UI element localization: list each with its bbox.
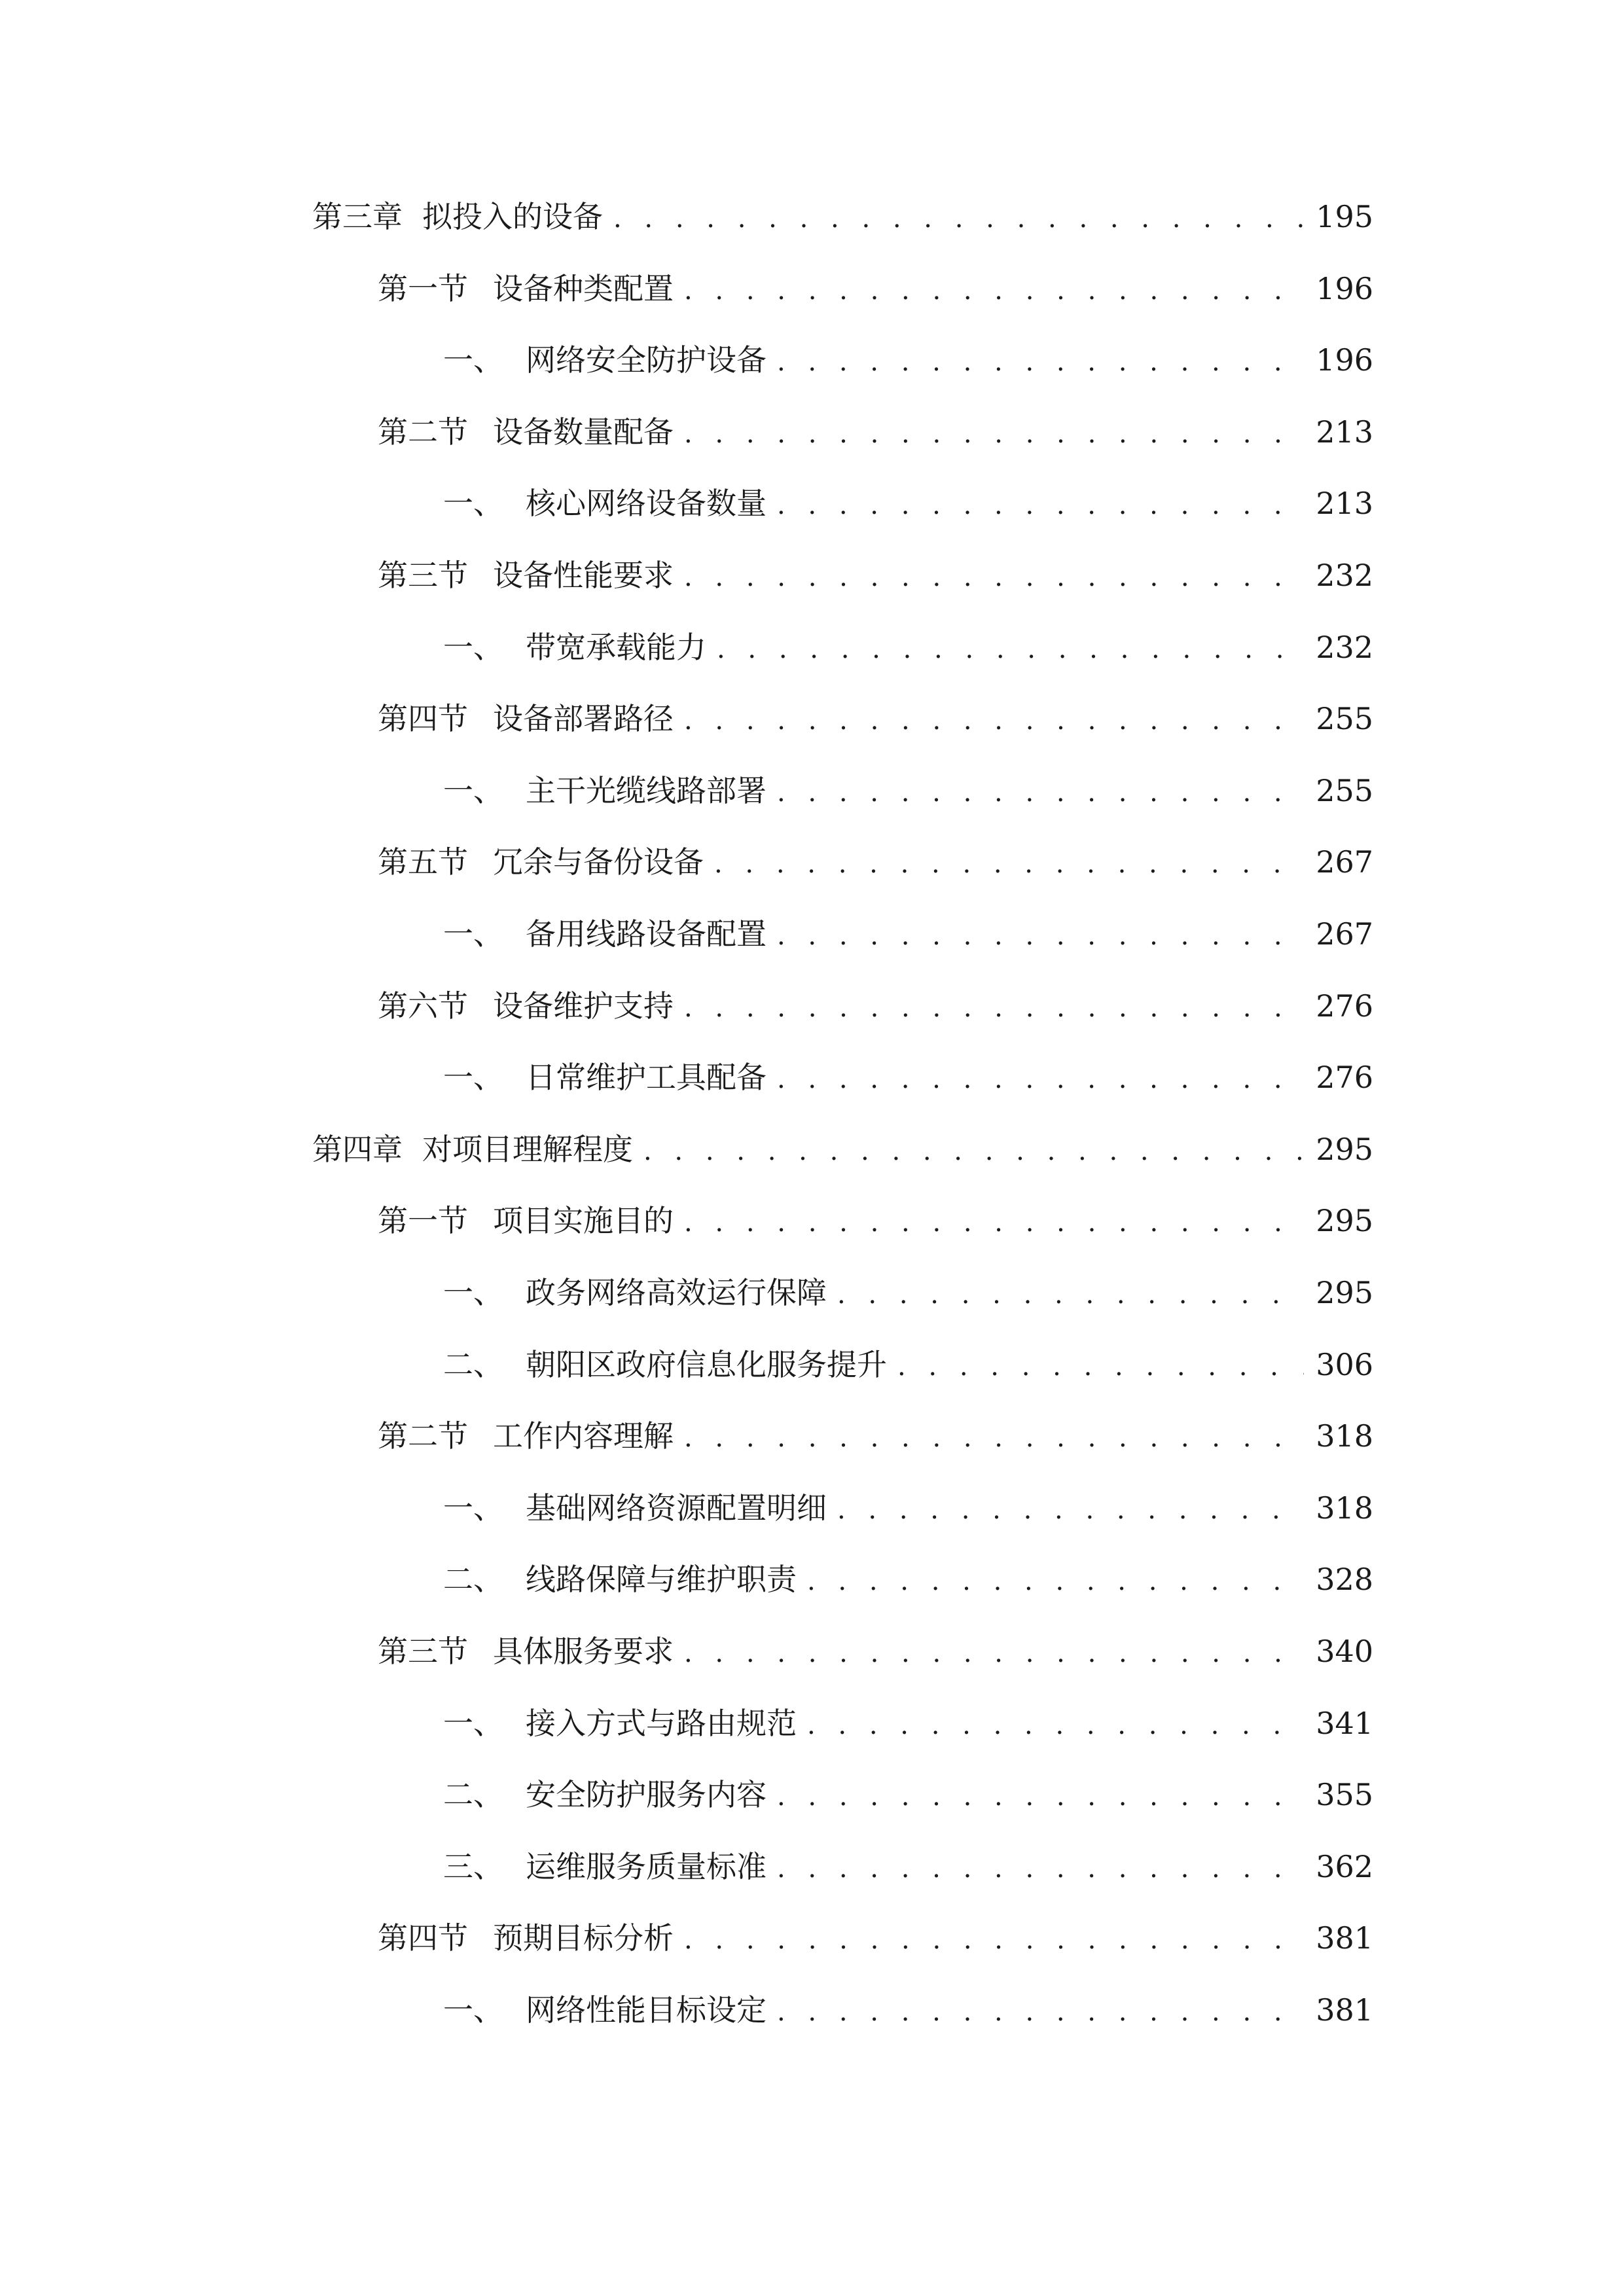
toc-dot-leader	[684, 698, 1304, 744]
toc-entry[interactable]	[312, 1126, 1373, 1172]
toc-entry-page-number: 213	[1316, 414, 1373, 450]
toc-entry-title: 带宽承载能力	[526, 630, 706, 665]
toc-entry-number: 三、	[443, 1849, 503, 1884]
toc-entry-page-number: 295	[1316, 1132, 1373, 1167]
toc-entry-page-number: 355	[1316, 1777, 1373, 1812]
toc-entry-page-number: 340	[1316, 1634, 1373, 1669]
toc-entry-title: 基础网络资源配置明细	[526, 1490, 827, 1526]
toc-entry-number: 第一节	[378, 271, 468, 306]
toc-entry-number: 一、	[443, 916, 503, 952]
toc-entry-title: 工作内容理解	[493, 1418, 674, 1454]
toc-entry[interactable]	[443, 480, 1373, 526]
toc-entry[interactable]	[378, 696, 1373, 742]
toc-dot-leader	[777, 482, 1304, 528]
toc-entry-title: 具体服务要求	[493, 1634, 674, 1669]
toc-entry-number: 一、	[443, 773, 503, 808]
toc-entry-page-number: 196	[1316, 271, 1373, 306]
toc-entry-title: 备用线路设备配置	[526, 916, 767, 952]
toc-entry-number: 第五节	[378, 844, 468, 880]
toc-entry[interactable]	[378, 1413, 1373, 1459]
toc-entry-title: 网络安全防护设备	[526, 342, 767, 378]
toc-dot-leader	[777, 1989, 1304, 2035]
toc-entry-number: 第一节	[378, 1203, 468, 1238]
toc-dot-leader	[684, 554, 1304, 600]
toc-entry[interactable]	[443, 1270, 1373, 1316]
toc-dot-leader	[714, 841, 1304, 887]
toc-entry-number: 第四节	[378, 1920, 468, 1956]
toc-entry-title: 朝阳区政府信息化服务提升	[526, 1347, 887, 1382]
toc-dot-leader	[777, 1846, 1304, 1892]
toc-entry[interactable]	[378, 552, 1373, 598]
toc-dot-leader	[777, 1056, 1304, 1102]
toc-entry-title: 设备维护支持	[493, 988, 674, 1024]
toc-dot-leader	[777, 339, 1304, 385]
toc-entry-number: 一、	[443, 1275, 503, 1310]
toc-entry-page-number: 276	[1316, 988, 1373, 1024]
toc-entry-number: 二、	[443, 1347, 503, 1382]
toc-dot-leader	[717, 626, 1304, 672]
toc-dot-leader	[807, 1702, 1304, 1748]
toc-entry[interactable]	[443, 1556, 1373, 1602]
toc-entry-title: 预期目标分析	[493, 1920, 674, 1956]
toc-entry-page-number: 213	[1316, 486, 1373, 521]
toc-dot-leader	[643, 1128, 1304, 1174]
toc-entry-page-number: 362	[1316, 1849, 1373, 1884]
toc-entry-number: 第二节	[378, 1418, 468, 1454]
toc-entry-number: 一、	[443, 630, 503, 665]
toc-entry-number: 第六节	[378, 988, 468, 1024]
toc-dot-leader	[684, 1917, 1304, 1963]
toc-dot-leader	[613, 196, 1304, 242]
toc-entry-number: 第四章	[312, 1132, 403, 1167]
toc-entry[interactable]	[443, 1844, 1373, 1890]
toc-entry[interactable]	[443, 1700, 1373, 1746]
toc-entry-page-number: 306	[1316, 1347, 1373, 1382]
toc-entry[interactable]	[312, 194, 1373, 240]
toc-entry[interactable]	[443, 337, 1373, 383]
toc-entry-number: 第二节	[378, 414, 468, 450]
toc-entry-number: 第三章	[312, 199, 403, 234]
toc-entry-title: 项目实施目的	[493, 1203, 674, 1238]
toc-entry[interactable]	[443, 624, 1373, 670]
toc-entry-title: 对项目理解程度	[422, 1132, 633, 1167]
toc-entry[interactable]	[443, 1054, 1373, 1100]
toc-entry-number: 二、	[443, 1562, 503, 1597]
toc-entry[interactable]	[378, 839, 1373, 885]
toc-dot-leader	[837, 1487, 1304, 1533]
toc-entry-number: 二、	[443, 1777, 503, 1812]
toc-entry-title: 运维服务质量标准	[526, 1849, 767, 1884]
toc-dot-leader	[777, 913, 1304, 959]
toc-entry-page-number: 295	[1316, 1203, 1373, 1238]
toc-entry-page-number: 276	[1316, 1060, 1373, 1095]
toc-entry[interactable]	[443, 1342, 1373, 1388]
toc-entry-page-number: 267	[1316, 916, 1373, 952]
toc-entry[interactable]	[378, 266, 1373, 312]
toc-dot-leader	[684, 1415, 1304, 1461]
toc-dot-leader	[684, 268, 1304, 314]
toc-entry-number: 一、	[443, 486, 503, 521]
toc-entry-page-number: 318	[1316, 1490, 1373, 1526]
toc-entry-title: 设备部署路径	[493, 701, 674, 736]
toc-entry-page-number: 381	[1316, 1992, 1373, 2028]
toc-entry[interactable]	[378, 983, 1373, 1029]
toc-entry-page-number: 255	[1316, 701, 1373, 736]
toc-entry-title: 政务网络高效运行保障	[526, 1275, 827, 1310]
toc-entry-page-number: 341	[1316, 1706, 1373, 1741]
toc-entry-page-number: 232	[1316, 558, 1373, 593]
toc-entry-page-number: 196	[1316, 342, 1373, 378]
toc-dot-leader	[684, 411, 1304, 457]
toc-entry[interactable]	[443, 1772, 1373, 1818]
toc-entry-title: 日常维护工具配备	[526, 1060, 767, 1095]
toc-entry-title: 线路保障与维护职责	[526, 1562, 797, 1597]
toc-dot-leader	[837, 1272, 1304, 1318]
toc-entry-page-number: 195	[1316, 199, 1373, 234]
toc-entry-page-number: 295	[1316, 1275, 1373, 1310]
toc-dot-leader	[777, 1774, 1304, 1820]
toc-entry-page-number: 267	[1316, 844, 1373, 880]
toc-dot-leader	[684, 1630, 1304, 1676]
toc-entry[interactable]	[443, 1987, 1373, 2033]
toc-entry[interactable]	[378, 1198, 1373, 1244]
toc-entry-number: 第四节	[378, 701, 468, 736]
toc-entry-title: 拟投入的设备	[422, 199, 603, 234]
toc-dot-leader	[777, 770, 1304, 816]
toc-entry-page-number: 318	[1316, 1418, 1373, 1454]
toc-entry-title: 设备性能要求	[493, 558, 674, 593]
toc-entry-page-number: 232	[1316, 630, 1373, 665]
toc-entry-title: 设备种类配置	[493, 271, 674, 306]
toc-dot-leader	[684, 1200, 1304, 1246]
toc-entry-number: 一、	[443, 1060, 503, 1095]
toc-entry-title: 网络性能目标设定	[526, 1992, 767, 2028]
toc-entry[interactable]	[443, 911, 1373, 957]
toc-dot-leader	[807, 1558, 1304, 1604]
toc-entry-number: 一、	[443, 1706, 503, 1741]
toc-dot-leader	[684, 985, 1304, 1031]
toc-entry-title: 安全防护服务内容	[526, 1777, 767, 1812]
toc-entry-title: 接入方式与路由规范	[526, 1706, 797, 1741]
toc-dot-leader	[897, 1344, 1304, 1390]
toc-entry-title: 设备数量配备	[493, 414, 674, 450]
toc-entry-title: 主干光缆线路部署	[526, 773, 767, 808]
toc-entry-page-number: 328	[1316, 1562, 1373, 1597]
toc-entry-number: 第三节	[378, 558, 468, 593]
toc-entry[interactable]	[378, 1915, 1373, 1961]
toc-entry-page-number: 381	[1316, 1920, 1373, 1956]
toc-entry[interactable]	[378, 1628, 1373, 1674]
toc-entry-number: 一、	[443, 1992, 503, 2028]
toc-entry-title: 核心网络设备数量	[526, 486, 767, 521]
toc-entry[interactable]	[378, 409, 1373, 455]
toc-entry-page-number: 255	[1316, 773, 1373, 808]
toc-entry[interactable]	[443, 768, 1373, 814]
toc-entry-number: 一、	[443, 1490, 503, 1526]
toc-entry-number: 一、	[443, 342, 503, 378]
toc-entry-title: 冗余与备份设备	[493, 844, 704, 880]
toc-entry-number: 第三节	[378, 1634, 468, 1669]
toc-entry[interactable]	[443, 1485, 1373, 1531]
